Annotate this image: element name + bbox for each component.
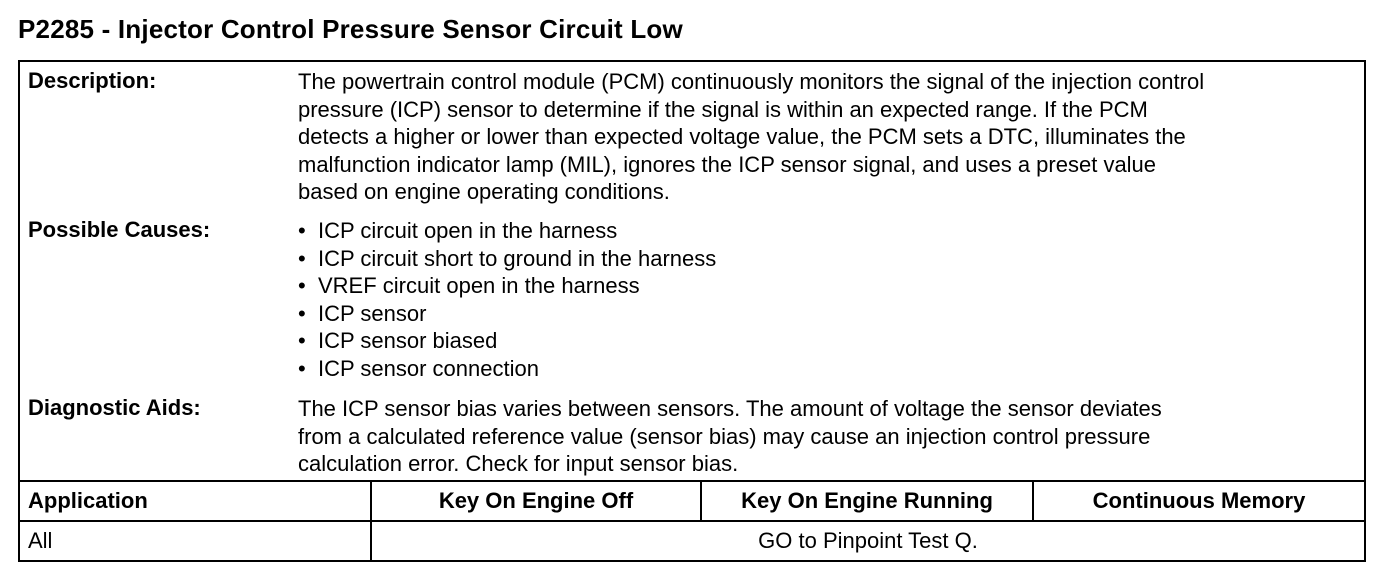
table-header-koeo: Key On Engine Off xyxy=(438,488,634,513)
list-item xyxy=(298,327,1358,355)
diagnostic-aids-line: The ICP sensor bias varies between sensors. The amount of voltage the sensor deviates xyxy=(298,396,1162,421)
description-text xyxy=(298,68,1358,206)
list-item xyxy=(298,300,1358,328)
cause-text: VREF circuit open in the harness xyxy=(318,273,640,298)
cause-text: ICP sensor biased xyxy=(318,328,498,353)
description-label: Description: xyxy=(28,68,157,93)
diagnostic-aids-text xyxy=(298,395,1358,478)
page-title: P2285 - Injector Control Pressure Sensor Circuit Low xyxy=(18,14,683,44)
bullet-icon: • xyxy=(298,245,306,271)
bullet-icon: • xyxy=(298,300,306,326)
list-item xyxy=(298,245,1358,273)
table-header-koer: Key On Engine Running xyxy=(741,488,993,513)
possible-causes-label: Possible Causes: xyxy=(28,217,211,242)
diagnostic-aids-line: calculation error. Check for input sensor bias. xyxy=(298,451,739,476)
dtc-info-box xyxy=(18,60,1366,562)
bullet-icon: • xyxy=(298,355,306,381)
table-header-continuous-memory: Continuous Memory xyxy=(1092,488,1306,513)
table-cell-application: All xyxy=(28,528,53,553)
description-line: The powertrain control module (PCM) continuously monitors the signal of the injection control xyxy=(298,69,1205,94)
description-line: malfunction indicator lamp (MIL), ignores the ICP sensor signal, and uses a preset value xyxy=(298,151,1157,177)
diagnostic-aids-label: Diagnostic Aids: xyxy=(28,395,201,420)
cause-text: ICP circuit open in the harness xyxy=(318,218,618,243)
table-header-application: Application xyxy=(28,488,148,513)
bullet-icon: • xyxy=(298,218,306,243)
bullet-icon: • xyxy=(298,328,306,353)
bullet-icon: • xyxy=(298,273,306,298)
test-table xyxy=(20,480,1364,560)
table-cell-action: GO to Pinpoint Test Q. xyxy=(758,528,978,553)
cause-text: ICP circuit short to ground in the harness xyxy=(318,245,717,271)
possible-causes-list xyxy=(298,217,1358,382)
diagnostic-aids-line: from a calculated reference value (sensor bias) may cause an injection control pressure xyxy=(298,423,1151,449)
description-line: pressure (ICP) sensor to determine if the signal is within an expected range. If the PCM xyxy=(298,96,1148,122)
cause-text: ICP sensor xyxy=(318,300,427,326)
list-item xyxy=(298,355,1358,383)
description-line: detects a higher or lower than expected voltage value, the PCM sets a DTC, illuminates the xyxy=(298,124,1186,149)
list-item xyxy=(298,217,1358,245)
possible-causes-text xyxy=(298,217,1358,382)
cause-text: ICP sensor connection xyxy=(318,355,539,381)
list-item xyxy=(298,272,1358,300)
description-line: based on engine operating conditions. xyxy=(298,179,670,204)
